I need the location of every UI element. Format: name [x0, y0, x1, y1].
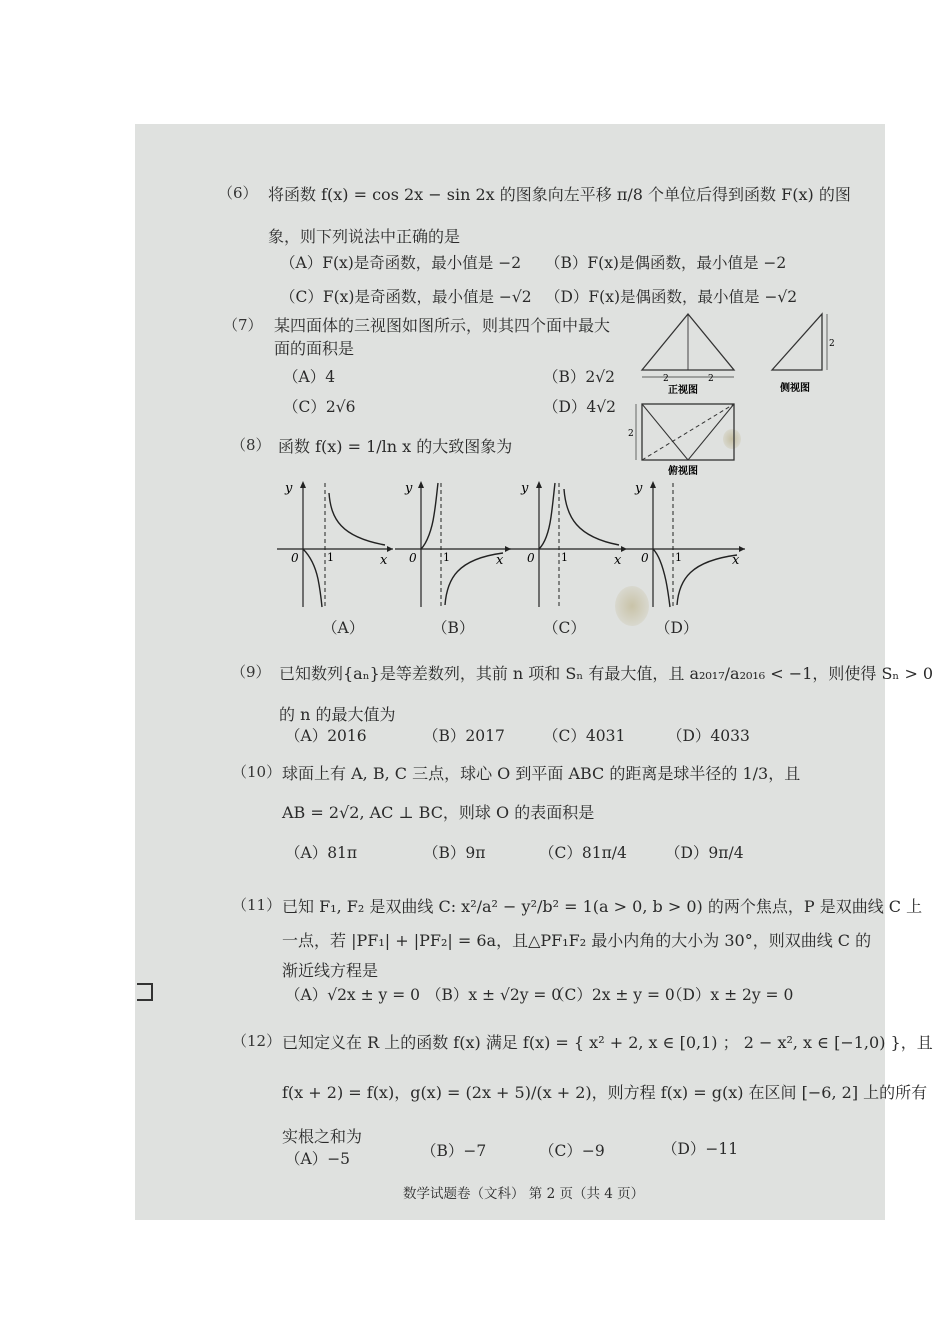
- graph-option-a: [275, 479, 395, 609]
- x-axis-label: x: [614, 553, 622, 568]
- curve-right-branch: [445, 553, 503, 605]
- question-12-option-d: （D）−11: [662, 1140, 739, 1158]
- y-axis-label: y: [635, 481, 643, 496]
- curve-right-branch: [677, 555, 737, 605]
- question-11-option-a: （A）√2x ± y = 0: [285, 986, 420, 1004]
- question-6-option-c: （C）F(x)是奇函数，最小值是 −√2: [280, 288, 532, 306]
- origin-label: 0: [641, 551, 649, 565]
- x-axis-label: x: [732, 553, 740, 568]
- side-view-dim: 2: [829, 339, 835, 349]
- question-9-stem: 已知数列{aₙ}是等差数列，其前 n 项和 Sₙ 有最大值，且 a₂₀₁₇/a₂₀₁₆ < −1，则使得 Sₙ > 0: [279, 664, 934, 683]
- y-axis-arrow: [418, 481, 424, 488]
- y-axis-label: y: [521, 481, 529, 496]
- question-12-stem: 已知定义在 R 上的函数 f(x) 满足 f(x) = { x² + 2, x ∈ [0,1) ； 2 − x², x ∈ [−1,0) }，且: [282, 1033, 933, 1052]
- exam-page: [135, 124, 934, 1220]
- x-axis-arrow: [739, 546, 745, 552]
- question-12-number: （12）: [232, 1032, 282, 1050]
- front-view-dim-right: 2: [708, 374, 714, 384]
- question-7-option-a: （A）4: [283, 368, 336, 386]
- one-label: 1: [561, 551, 568, 564]
- curve-left-branch: [653, 549, 670, 607]
- one-label: 1: [443, 551, 450, 564]
- question-7-option-b: （B）2√2: [543, 368, 615, 386]
- curve-left-branch: [303, 549, 322, 607]
- y-axis-arrow: [650, 481, 656, 488]
- question-9-option-b: （B）2017: [423, 727, 505, 745]
- curve-right-branch: [329, 493, 385, 545]
- question-10-stem: 球面上有 A, B, C 三点，球心 O 到平面 ABC 的距离是球半径的 1/3，且: [282, 764, 801, 783]
- three-view-diagram: [630, 308, 845, 478]
- question-10-option-b: （B）9π: [423, 844, 486, 862]
- curve-right-branch: [564, 489, 619, 545]
- x-axis-label: x: [496, 553, 504, 568]
- top-view-edge: [688, 404, 734, 460]
- question-6-option-d: （D）F(x)是偶函数，最小值是 −√2: [545, 288, 798, 306]
- question-11-option-d: （D）x ± 2y = 0: [667, 986, 794, 1004]
- page-footer: 数学试题卷（文科） 第 2 页（共 4 页）: [403, 1186, 645, 1202]
- question-12-option-b: （B）−7: [421, 1142, 487, 1160]
- side-view-label: 侧视图: [780, 383, 810, 394]
- question-10-option-c: （C）81π/4: [539, 844, 627, 862]
- question-11-option-c: （C）2x ± y = 0: [549, 986, 675, 1004]
- graph-d-label: （D）: [655, 619, 699, 637]
- question-12-stem-cont2: 实根之和为: [282, 1127, 363, 1146]
- top-view-edge: [642, 404, 688, 460]
- question-6-stem: 将函数 f(x) = cos 2x − sin 2x 的图象向左平移 π/8 个单位后得到函数 F(x) 的图: [268, 185, 851, 204]
- front-view-label: 正视图: [668, 385, 698, 396]
- question-11-stem-cont2: 渐近线方程是: [282, 961, 379, 980]
- question-9-stem-cont: 的 n 的最大值为: [279, 705, 396, 724]
- question-7-stem-cont: 面的面积是: [274, 339, 355, 358]
- one-label: 1: [675, 551, 682, 564]
- top-view-hidden-edge: [642, 404, 734, 460]
- question-9-option-d: （D）4033: [667, 727, 750, 745]
- graph-a-label: （A）: [322, 619, 365, 637]
- question-7-option-d: （D）4√2: [543, 398, 617, 416]
- x-axis-label: x: [380, 553, 388, 568]
- y-axis-arrow: [300, 481, 306, 488]
- curve-left-branch: [421, 483, 438, 549]
- top-view-dim: 2: [628, 429, 634, 439]
- origin-label: 0: [291, 551, 299, 565]
- graph-option-d: [625, 479, 750, 609]
- question-7-stem: 某四面体的三视图如图所示，则其四个面中最大: [274, 316, 611, 335]
- question-6-number: （6）: [218, 184, 258, 202]
- question-6-stem-cont: 象，则下列说法中正确的是: [268, 227, 461, 246]
- graph-b-label: （B）: [432, 619, 475, 637]
- graph-option-c: [507, 479, 632, 609]
- graph-option-b: [393, 479, 513, 609]
- curve-left-branch: [539, 483, 555, 549]
- graph-c-label: （C）: [543, 619, 586, 637]
- question-10-number: （10）: [232, 763, 282, 781]
- y-axis-arrow: [536, 481, 542, 488]
- question-12-stem-cont: f(x + 2) = f(x)，g(x) = (2x + 5)/(x + 2)，则方程 f(x) = g(x) 在区间 [−6, 2] 上的所有: [282, 1083, 928, 1102]
- question-7-option-c: （C）2√6: [283, 398, 356, 416]
- side-view-triangle: [772, 314, 822, 370]
- question-10-option-d: （D）9π/4: [665, 844, 744, 862]
- top-view-label: 俯视图: [668, 466, 698, 477]
- question-7-number: （7）: [223, 316, 263, 334]
- question-11-stem-cont: 一点，若 |PF₁| + |PF₂| = 6a，且△PF₁F₂ 最小内角的大小为 30°，则双曲线 C 的: [282, 931, 872, 950]
- y-axis-label: y: [285, 481, 293, 496]
- origin-label: 0: [527, 551, 535, 565]
- question-6-option-b: （B）F(x)是偶函数，最小值是 −2: [545, 254, 787, 272]
- question-10-option-a: （A）81π: [285, 844, 358, 862]
- question-12-option-c: （C）−9: [539, 1142, 605, 1160]
- question-9-option-a: （A）2016: [285, 727, 367, 745]
- y-axis-label: y: [405, 481, 413, 496]
- question-8-number: （8）: [231, 436, 271, 454]
- question-8-stem: 函数 f(x) = 1/ln x 的大致图象为: [278, 437, 513, 456]
- question-10-stem-cont: AB = 2√2, AC ⊥ BC，则球 O 的表面积是: [282, 803, 595, 822]
- origin-label: 0: [409, 551, 417, 565]
- question-9-number: （9）: [231, 663, 271, 681]
- question-9-option-c: （C）4031: [543, 727, 626, 745]
- question-11-stem: 已知 F₁, F₂ 是双曲线 C: x²/a² − y²/b² = 1(a > 0, b > 0) 的两个焦点，P 是双曲线 C 上: [282, 897, 923, 916]
- one-label: 1: [327, 551, 334, 564]
- question-12-option-a: （A）−5: [285, 1150, 351, 1168]
- page-edge-mark: [137, 983, 153, 1001]
- question-11-number: （11）: [232, 896, 282, 914]
- front-view-dim-left: 2: [663, 374, 669, 384]
- question-11-option-b: （B）x ± √2y = 0: [426, 986, 562, 1004]
- question-6-option-a: （A）F(x)是奇函数，最小值是 −2: [280, 254, 522, 272]
